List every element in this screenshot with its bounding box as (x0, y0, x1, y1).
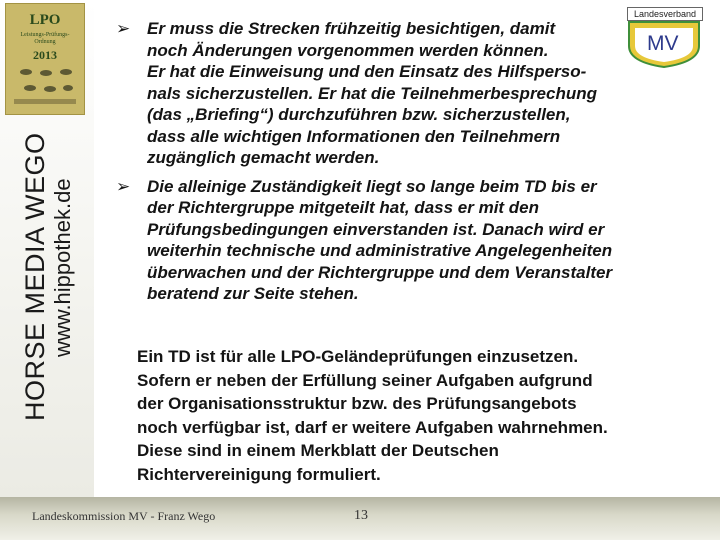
bullet-line: Prüfungsbedingungen einverstanden ist. Danach wird er (147, 219, 605, 239)
paragraph-line: noch verfügbar ist, darf er weitere Aufgaben wahrnehmen. (137, 417, 608, 437)
sidebar (0, 0, 94, 497)
page-number: 13 (354, 508, 368, 523)
book-cover-footer-bar (14, 99, 76, 104)
logo-banner-text: Landesverband (627, 7, 703, 21)
bullet-line: Er hat die Einweisung und den Einsatz des Hilfsperso- (147, 62, 587, 81)
book-cover-title: LPO (29, 12, 61, 28)
paragraph-line: Richtervereinigung formuliert. (137, 464, 381, 484)
paragraph-line: Diese sind in einem Merkblatt der Deutschen (137, 441, 499, 460)
bullet-list (114, 18, 704, 305)
logo-initials: MV (647, 32, 679, 55)
bullet-line: zugänglich gemacht werden. (147, 148, 380, 167)
arrow-bullet-icon: ➢ (116, 176, 131, 196)
bullet-item (114, 18, 704, 169)
bullet-line: nals sicherzustellen. Er hat die Teilnehmerbesprechung (147, 83, 598, 103)
bullet-line: überwachen und der Richtergruppe und dem Veranstalter (147, 262, 613, 282)
bullet-line: (das „Briefing“) durchzuführen bzw. sicherzustellen, (147, 105, 571, 124)
bullet-line: noch Änderungen vorgenommen werden können. (147, 40, 549, 60)
vertical-brand-title: HORSE MEDIA WEGO (20, 132, 50, 421)
book-cover-year: 2013 (33, 48, 57, 62)
footer-author: Landeskommission MV - Franz Wego (32, 509, 216, 523)
vertical-website-url: www.hippothek.de (50, 178, 75, 357)
bullet-line: Die alleinige Zuständigkeit liegt so lange beim TD bis er (147, 176, 597, 196)
bullet-line: der Richtergruppe mitgeteilt hat, dass er mit den (147, 198, 540, 217)
slide-footer (0, 497, 720, 540)
bullet-item (114, 176, 704, 305)
bullet-line: Er muss die Strecken frühzeitig besichtigen, damit (147, 19, 556, 38)
book-cover-subtitle: Leistungs-Prüfungs-Ordnung (20, 32, 70, 45)
lpo-book-cover (5, 3, 85, 115)
paragraph-line: der Organisationsstruktur bzw. des Prüfungsangebots (137, 394, 577, 413)
bullet-line: weiterhin technische und administrative Angelegenheiten (147, 241, 613, 260)
bullet-line: dass alle wichtigen Informationen den Teilnehmern (147, 126, 561, 146)
bullet-line: beratend zur Seite stehen. (147, 284, 359, 303)
td-paragraph (137, 345, 702, 486)
paragraph-line: Sofern er neben der Erfüllung seiner Aufgaben aufgrund (137, 370, 593, 390)
paragraph-line: Ein TD ist für alle LPO-Geländeprüfungen einzusetzen. (137, 347, 579, 366)
arrow-bullet-icon: ➢ (116, 19, 131, 38)
horse-illustration-icon (16, 64, 76, 98)
